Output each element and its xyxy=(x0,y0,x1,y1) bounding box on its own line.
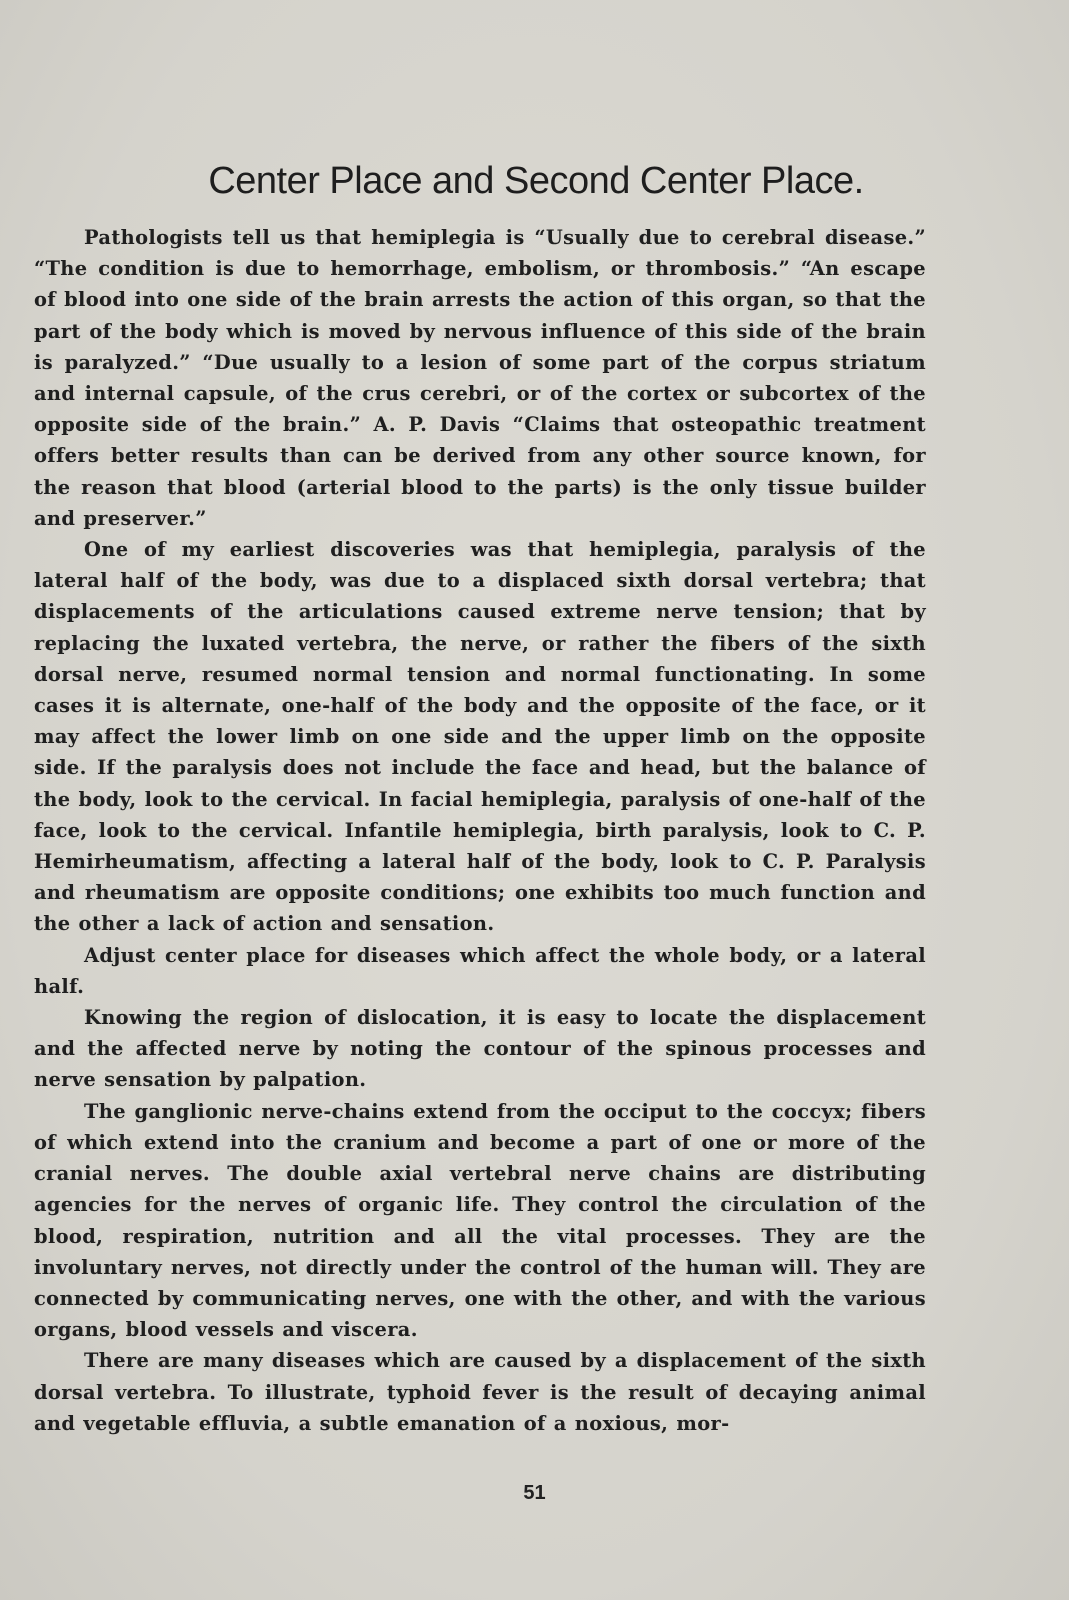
page-title: Center Place and Second Center Place. xyxy=(208,160,864,202)
paragraph-4: Knowing the region of dislocation, it is easy to locate the displacement and the affected nerve by noting the contour of the spinous processes and nerve sensation by palpation. xyxy=(34,1006,926,1092)
paragraph-5: The ganglionic nerve-chains extend from the occiput to the coccyx; fibers of which extend into the cranium and become a part of one or more of the cranial nerves. The double axial vertebral nerve chains are distributing agencies for the nerves of organic life. They control the circulation of the blood, respiration, nutrition and all the vital processes. They are the involuntary nerves, not directly under the control of the human will. They are connected by communicating nerves, one with the other, and with the various organs, blood vessels and viscera. xyxy=(34,1099,926,1342)
page-number: 51 xyxy=(523,1482,546,1504)
paragraph-3: Adjust center place for diseases which affect the whole body, or a lateral half. xyxy=(34,943,926,998)
paragraph-6: There are many diseases which are caused by a displacement of the sixth dorsal vertebra. To illustrate, typhoid fever is the result of decaying animal and vegetable effluvia, a subtle emanation of a noxious, mor- xyxy=(34,1349,926,1435)
paragraph-1: Pathologists tell us that hemiplegia is “Usually due to cerebral disease.” “The condition is due to hemorrhage, embolism, or thrombosis.” “An escape of blood into one side of the brain arrests the action of this organ, so that the part of the body which is moved by nervous influence of this side of the brain is paralyzed.” “Due usually to a lesion of some part of the corpus striatum and internal capsule, of the crus cerebri, or of the cortex or subcortex of the opposite side of the brain.” A. P. Davis “Claims that osteopathic treatment offers better results than can be derived from any other source known, for the reason that blood (arterial blood to the parts) is the only tissue builder and preserver.” xyxy=(34,226,926,530)
body-text xyxy=(34,222,926,1439)
paragraph-2: One of my earliest discoveries was that hemiplegia, paralysis of the lateral half of the body, was due to a displaced sixth dorsal vertebra; that displacements of the articulations caused extreme nerve tension; that by replacing the luxated vertebra, the nerve, or rather the fibers of the sixth dorsal nerve, resumed normal tension and normal functionating. In some cases it is alternate, one-half of the body and the opposite of the face, or it may affect the lower limb on one side and the upper limb on the opposite side. If the paralysis does not include the face and head, but the balance of the body, look to the cervical. In facial hemiplegia, paralysis of one-half of the face, look to the cervical. Infantile hemiplegia, birth paralysis, look to C. P. Hemirheumatism, affecting a lateral half of the body, look to C. P. Paralysis and rheumatism are opposite conditions; one exhibits too much function and the other a lack of action and sensation. xyxy=(34,538,926,936)
